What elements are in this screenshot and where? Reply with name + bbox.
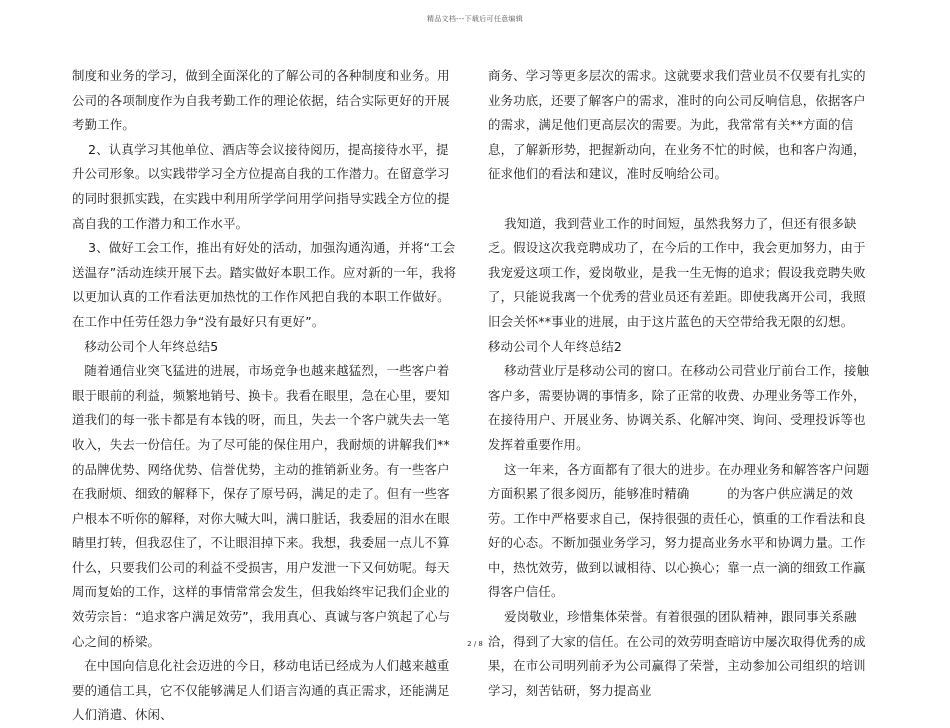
section-heading: 移动公司个人年终总结2 xyxy=(488,338,622,354)
left-column xyxy=(72,64,460,728)
paragraph: 随着通信业突飞猛进的进展，市场竞争也越来越猛烈，一些客户着眼于眼前的利益，频繁地销号、换卡。我看在眼里，急在心里，要知道我们的每一张卡都是有本钱的呀，而且，失去一个客户就失去一笔收入，失去一份信任。为了尽可能的保住用户，我耐烦的讲解我们**的品牌优势、网络优势、信誉优势，主动的推销新业务。有一些客户在我耐烦、细致的解释下，保存了原号码，满足的走了。但有一些客户根本不听你的解释，对你大喊大叫，满口脏话，我委屈的泪水在眼睛里打转，但我忍住了，不让眼泪掉下来。我想，我委屈一点儿不算什么，只要我们公司的利益不受损害，用户发泄一下又何妨呢。每天周而复始的工作，这样的事情常常会发生，但我始终牢记我们企业的效劳宗旨：“追求客户满足效劳”，我用真心、真诚与客户筑起了心与心之间的桥梁。 xyxy=(72,363,451,649)
right-column xyxy=(488,64,876,703)
page-number: 2 / 8 xyxy=(467,640,483,648)
paragraph: 我知道，我到营业工作的时间短，虽然我努力了，但还有很多缺乏。假设这次我竞聘成功了，在今后的工作中，我会更加努力，由于我宠爱这项工作，爱岗敬业，是我一生无悔的追求；假设我竞聘失败了，只能说我离一个优秀的营业员还有差距。即使我离开公司，我照旧会关怀**事业的进展，由于这片蓝色的天空带给我无限的幻想。 xyxy=(488,215,866,329)
paragraph: 移动营业厅是移动公司的窗口。在移动公司营业厅前台工作，接触客户多，需要协调的事情多，除了正常的收费、办理业务等工作外，在接待用户、开展业务、协调关系、化解冲突、询问、受理投诉等也发挥着重要作用。 xyxy=(488,363,870,452)
paragraph: 制度和业务的学习，做到全面深化的了解公司的各种制度和业务。用公司的各项制度作为自我考勤工作的理论依据，结合实际更好的开展考勤工作。 xyxy=(72,68,450,133)
paragraph-gap xyxy=(488,187,876,212)
paragraph: 这一年来，各方面都有了很大的进步。在办理业务和解答客户问题方面积累了很多阅历，能够准时精确 的为客户供应满足的效劳。工作中严格要求自己，保持很强的责任心，慎重的工作看法和良好的心态。不断加强业务学习，努力提高业务水平和协调力量。工作中，热忱效劳，做到以诚相待、以心换心；靠一点一滴的细致工作赢得客户信任。 xyxy=(488,461,870,600)
paragraph: 2、认真学习其他单位、酒店等会议接待阅历，提高接待水平，提升公司形象。以实践带学习全方位提高自我的工作潜力。在留意学习的同时狠抓实践，在实践中利用所学学问用学问指导实践全方位的提高自我的工作潜力和工作水平。 xyxy=(72,141,450,231)
page-header: 精品文档---下载后可任意编辑 xyxy=(426,15,524,23)
section-heading: 移动公司个人年终总结5 xyxy=(84,338,219,354)
paragraph: 在中国向信息化社会迈进的今日，移动电话已经成为人们越来越重要的通信工具，它不仅能够满足人们语言沟通的真正需求，还能满足人们消遣、休闲、 xyxy=(72,658,450,723)
paragraph: 爱岗敬业，珍惜集体荣誉。有着很强的团队精神，跟同事关系融洽，得到了大家的信任。在公司的效劳明查暗访中屡次取得优秀的成果，在市公司明列前矛为公司赢得了荣誉，主动参加公司组织的培训学习，刻苦钻研，努力提高业 xyxy=(488,609,866,698)
paragraph: 3、做好工会工作，推出有好处的活动，加强沟通沟通，并将“工会送温存”活动连续开展下去。踏实做好本职工作。应对新的一年，我将以更加认真的工作看法更加热忱的工作作风把自我的本职工作做好。在工作中任劳任怨力争“没有最好只有更好”。 xyxy=(72,240,457,329)
paragraph: 商务、学习等更多层次的需求。这就要求我们营业员不仅要有扎实的业务功底，还要了解客户的需求，准时的向公司反响信息，依据客户的需求，满足他们更高层次的需要。为此，我常常有关**方面的信息，了解新形势，把握新动向，在业务不忙的时候，也和客户沟通，征求他们的看法和建议，准时反响给公司。 xyxy=(488,68,866,182)
